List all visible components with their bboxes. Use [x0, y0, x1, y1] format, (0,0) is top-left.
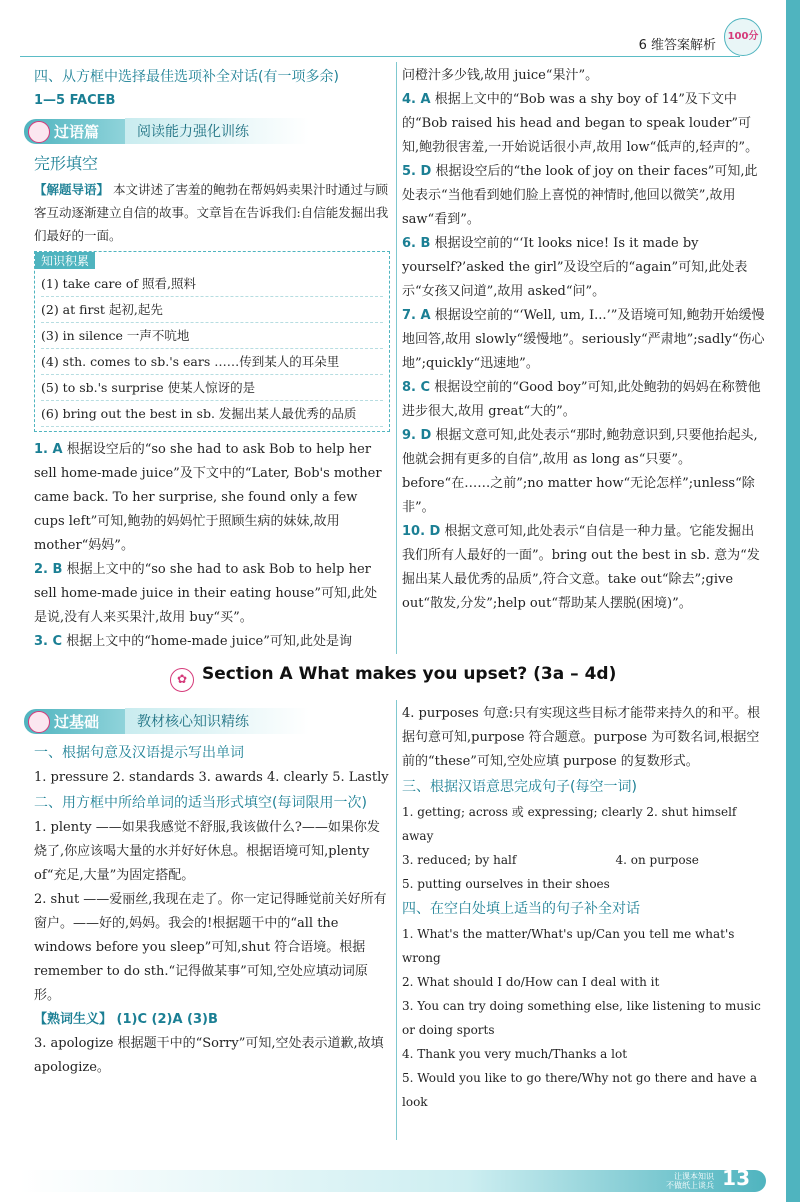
answer-text: 根据上文中的“home-made juice”可知,此处是询 — [66, 634, 353, 649]
page-edge-strip — [786, 0, 800, 1202]
q2-item-3: 3. apologize 根据题干中的“Sorry”可知,空处表示道歉,故填 apologize。 — [34, 1036, 384, 1075]
answer-item — [34, 558, 390, 630]
basics-banner — [24, 708, 390, 734]
q3-line: 5. putting ourselves in their shoes — [402, 877, 610, 891]
answer-item — [402, 88, 766, 160]
knowledge-item: (2) at first 起初,起先 — [41, 297, 383, 323]
answer-text: 根据上文中的“Bob was a shy boy of 14”及下文中的“Bob raised his head and began to speak louder”可知,鲍勃很害羞,一开始说话很小声,故用 low“低声的,轻声的”。 — [402, 92, 759, 155]
knowledge-item: (4) sth. comes to sb.'s ears ……传到某人的耳朵里 — [41, 349, 383, 375]
q2-item-4: 4. purposes 句意:只有实现这些目标才能带来持久的和平。根据句意可知,purpose 符合题意。purpose 为可数名词,根据空前的“these”可知,空处应填 purpose 的复数形式。 — [402, 706, 761, 769]
section-title: Section A What makes you upset? (3a – 4d) — [202, 664, 617, 684]
q4-line: 1. What's the matter/What's up/Can you tell me what's wrong — [402, 927, 735, 965]
answer-item — [402, 424, 766, 520]
guide-paragraph — [34, 178, 390, 247]
q3-title: 三、根据汉语意思完成句子(每空一词) — [402, 779, 637, 795]
reading-banner — [24, 118, 390, 144]
knowledge-box — [34, 251, 390, 432]
guide-tag: 【解题导语】 — [34, 182, 110, 197]
q4-answer: 1—5 FACEB — [34, 93, 116, 108]
q2-extra: 【熟词生义】 (1)C (2)A (3)B — [34, 1012, 218, 1027]
answer-item — [402, 304, 766, 376]
star-icon: ✿ — [170, 668, 194, 692]
knowledge-tag: 知识积累 — [35, 252, 95, 269]
footer-slogan-line: 让课本知识 — [674, 1172, 714, 1181]
guide-text: 本文讲述了害羞的鲍勃在帮妈妈卖果汁时通过与顾客互动逐渐建立自信的故事。文章旨在告诉我们:自信能发掘出我们最好的一面。 — [34, 182, 389, 243]
answer-item — [402, 376, 766, 424]
answer-number: 9. D — [402, 428, 432, 443]
banner-subtitle: 阅读能力强化训练 — [125, 118, 309, 144]
answer-number: 7. A — [402, 308, 431, 323]
q3-line: 1. getting; across 或 expressing; clearly 2. shut himself away — [402, 805, 737, 843]
q4-line: 2. What should I do/How can I deal with it — [402, 975, 660, 989]
left-column — [34, 64, 390, 654]
answer-number: 8. C — [402, 380, 431, 395]
knowledge-item: (6) bring out the best in sb. 发掘出某人最优秀的品质 — [41, 401, 383, 427]
column-divider — [396, 700, 397, 1140]
answer-item — [34, 438, 390, 558]
q4-title: 四、在空白处填上适当的句子补全对话 — [402, 901, 640, 917]
answer-text: 根据文意可知,此处表示“那时,鲍勃意识到,只要他抬起头,他就会拥有更多的自信”,故用 as long as“只要”。before“在……之前”;no matter how“无论怎样”;unless“除非”。 — [402, 428, 758, 515]
q4-title: 四、从方框中选择最佳选项补全对话(有一项多余) — [34, 69, 339, 85]
answer-text: 根据设空后的“the look of joy on their faces”可知,此处表示“当他看到她们脸上喜悦的神情时,他回以微笑”,故用 saw“看到”。 — [402, 164, 758, 227]
knowledge-item: (1) take care of 照看,照料 — [41, 271, 383, 297]
knowledge-item: (3) in silence 一声不吭地 — [41, 323, 383, 349]
header-title: 6 维答案解析 — [638, 38, 716, 53]
answer-number: 4. A — [402, 92, 431, 107]
answer-item — [402, 232, 766, 304]
q2-item-1: 1. plenty ——如果我感觉不舒服,我该做什么?——如果你发烧了,你应该喝大量的水并好好休息。根据语境可知,plenty of“充足,大量”为固定搭配。 — [34, 820, 380, 883]
header-rule — [20, 56, 740, 57]
q4-line: 3. You can try doing something else, like listening to music or doing sports — [402, 999, 761, 1037]
q1-answer: 1. pressure 2. standards 3. awards 4. clearly 5. Lastly — [34, 770, 389, 785]
banner-tag: 过语篇 — [24, 119, 125, 144]
answer-number: 2. B — [34, 562, 63, 577]
column-divider — [396, 62, 397, 654]
q4-line: 5. Would you like to go there/Why not go there and have a look — [402, 1071, 757, 1109]
q1-title: 一、根据句意及汉语提示写出单词 — [34, 745, 244, 761]
knowledge-item: (5) to sb.'s surprise 使某人惊讶的是 — [41, 375, 383, 401]
answer-text: 根据设空前的“‘It looks nice! Is it made by yourself?’asked the girl”及设空后的“again”可知,此处表示“女孩又问道”,故用 asked“问”。 — [402, 236, 748, 299]
cloze-title: 完形填空 — [34, 154, 99, 173]
answer-item — [402, 64, 766, 88]
answer-text: 根据文意可知,此处表示“自信是一种力量。它能发掘出我们所有人最好的一面”。bring out the best in sb. 意为“发掘出某人最优秀的品质”,符合文意。take out“除去”;give out“散发,分发”;help out“帮助某人摆脱(困境)”。 — [402, 524, 760, 611]
answer-number: 6. B — [402, 236, 431, 251]
answer-text: 问橙汁多少钱,故用 juice“果汁”。 — [402, 68, 599, 83]
footer-slogan — [666, 1172, 714, 1190]
bottom-right-column — [402, 702, 766, 1114]
footer-slogan-line: 不做纸上谈兵 — [666, 1181, 714, 1190]
page-number: 13 — [722, 1166, 750, 1190]
footer-band — [20, 1170, 766, 1192]
right-column — [402, 64, 766, 616]
answer-item — [402, 160, 766, 232]
answer-item — [34, 630, 390, 654]
answer-text: 根据设空前的“Good boy”可知,此处鲍勃的妈妈在称赞他进步很大,故用 great“大的”。 — [402, 380, 761, 419]
answer-number: 1. A — [34, 442, 63, 457]
answer-number: 5. D — [402, 164, 432, 179]
answer-number: 3. C — [34, 634, 63, 649]
q4-line: 4. Thank you very much/Thanks a lot — [402, 1047, 628, 1061]
section-heading — [170, 664, 616, 692]
bottom-left-column — [34, 702, 390, 1080]
banner-subtitle: 教材核心知识精练 — [125, 708, 309, 734]
banner-tag: 过基础 — [24, 709, 125, 734]
answer-text: 根据设空后的“so she had to ask Bob to help her sell home-made juice”及下文中的“Later, Bob's mother came back. To her surprise, she found only a few cups left”可知,鲍勃的妈妈忙于照顾生病的妹妹,故用 mother“妈妈”。 — [34, 442, 382, 553]
brand-logo: 100分 — [724, 18, 762, 56]
answer-text: 根据设空前的“‘Well, um, I...’”及语境可知,鲍勃开始缓慢地回答,故用 slowly“缓慢地”。seriously“严肃地”;sadly“伤心地”;quickly“迅速地”。 — [402, 308, 765, 371]
answer-item — [402, 520, 766, 616]
answer-text: 根据上文中的“so she had to ask Bob to help her sell home-made juice in their eating house”可知,此处是说,没有人来买果汁,故用 buy“买”。 — [34, 562, 378, 625]
q3-line: 3. reduced; by half 4. on purpose — [402, 853, 699, 867]
q2-title: 二、用方框中所给单词的适当形式填空(每词限用一次) — [34, 795, 367, 811]
answer-number: 10. D — [402, 524, 441, 539]
q2-item-2: 2. shut ——爱丽丝,我现在走了。你一定记得睡觉前关好所有窗户。——好的,妈妈。我会的!根据题干中的“all the windows before you sleep”可知,shut 符合语境。根据 remember to do sth.“记得做某事”可知,空处应填动词原形。 — [34, 892, 387, 1003]
